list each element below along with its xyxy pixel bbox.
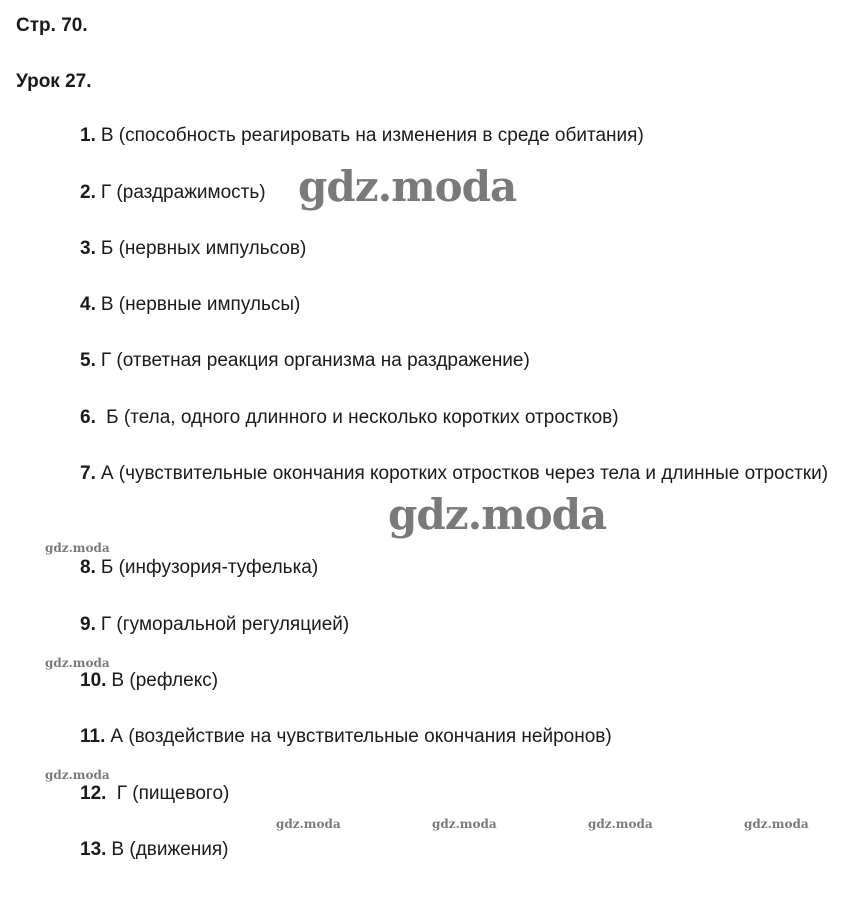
answer-1 xyxy=(80,117,644,155)
answer-3 xyxy=(80,230,306,268)
answer-text: Г (пищевого) xyxy=(111,783,230,804)
answer-number: 12. xyxy=(80,783,107,804)
answer-text: А (воздействие на чувствительные окончания нейронов) xyxy=(110,726,612,747)
answer-number: 7. xyxy=(80,463,96,484)
answer-number: 8. xyxy=(80,557,96,578)
answer-number: 1. xyxy=(80,125,96,146)
answer-text: А (чувствительные окончания коротких отростков через тела и длинные отростки) xyxy=(100,463,829,484)
answer-number: 10. xyxy=(80,670,107,691)
watermark-small: gdz.moda xyxy=(588,817,653,831)
answer-number: 13. xyxy=(80,839,107,860)
answer-8 xyxy=(80,549,318,587)
answer-text: В (нервные импульсы) xyxy=(100,294,301,315)
answer-text: Б (тела, одного длинного и несколько коротких отростков) xyxy=(100,407,619,428)
answer-text: В (способность реагировать на изменения в среде обитания) xyxy=(100,125,644,146)
lesson-title: Урок 27. xyxy=(16,71,92,92)
watermark-small: gdz.moda xyxy=(276,817,341,831)
page-title: Стр. 70. xyxy=(16,15,88,36)
answer-number: 2. xyxy=(80,182,96,203)
answer-13 xyxy=(80,831,229,869)
answer-7 xyxy=(80,455,855,493)
answer-2 xyxy=(80,174,266,212)
answer-text: Г (раздражимость) xyxy=(100,182,266,203)
answer-number: 9. xyxy=(80,614,96,635)
answer-9 xyxy=(80,606,349,644)
answer-number: 11. xyxy=(80,726,106,747)
answer-6 xyxy=(80,399,619,437)
answer-11 xyxy=(80,718,612,756)
watermark-small: gdz.moda xyxy=(45,541,110,555)
watermark-large: gdz.moda xyxy=(298,162,517,211)
answer-text: В (рефлекс) xyxy=(111,670,219,691)
answer-text: В (движения) xyxy=(111,839,229,860)
answer-number: 5. xyxy=(80,350,96,371)
watermark-small: gdz.moda xyxy=(432,817,497,831)
answer-4 xyxy=(80,286,300,324)
answer-text: Г (ответная реакция организма на раздражение) xyxy=(100,350,530,371)
answer-number: 3. xyxy=(80,238,96,259)
watermark-small: gdz.moda xyxy=(744,817,809,831)
watermark-small: gdz.moda xyxy=(45,656,110,670)
answer-number: 4. xyxy=(80,294,96,315)
answer-text: Б (инфузория-туфелька) xyxy=(100,557,319,578)
answer-text: Г (гуморальной регуляцией) xyxy=(100,614,350,635)
answer-text: Б (нервных импульсов) xyxy=(100,238,307,259)
watermark-small: gdz.moda xyxy=(45,768,110,782)
answer-5 xyxy=(80,342,530,380)
answer-number: 6. xyxy=(80,407,96,428)
watermark-large: gdz.moda xyxy=(388,490,607,539)
